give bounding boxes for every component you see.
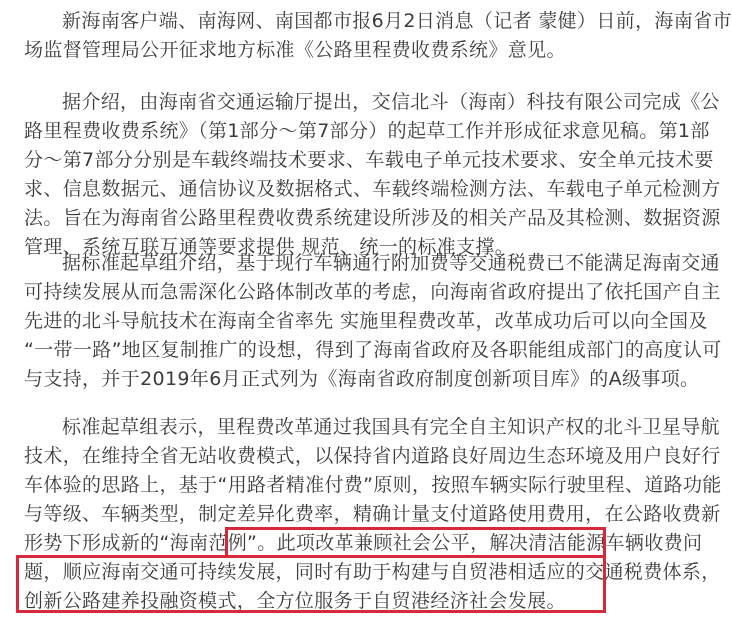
paragraph-2-line-5: 法。旨在为海南省公路里程费收费系统建设所涉及的相关产品及其检测、数据资源: [24, 207, 721, 229]
paragraph-2-line-4: 求、信息数据元、通信协议及数据格式、车载终端检测方法、车载电子单元检测方: [24, 178, 721, 200]
paragraph-2-line-3: 分～第7部分分别是车载终端技术要求、车载电子单元技术要求、安全单元技术要: [24, 149, 714, 171]
paragraph-4-line-2: 技术，在维持全省无站收费模式，以保持省内道路良好周边生态环境及用户良好行: [24, 445, 721, 467]
paragraph-4-line-7: 创新公路建养投融资模式，全方位服务于自贸港经济社会发展。: [24, 590, 566, 612]
paragraph-4-line-5: 形势下形成新的“海南范例”。此项改革兼顾社会公平，解决清洁能源车辆收费问: [24, 532, 703, 554]
paragraph-3-line-3: 先进的北斗导航技术在海南全省率先 实施里程费改革，改革成功后可以向全国及: [24, 310, 708, 332]
paragraph-1-line-2: 场监督管理局公开征求地方标准《公路里程费收费系统》意见。: [24, 39, 566, 61]
paragraph-4-line-6: 题，顺应海南交通可持续发展，同时有助于构建与自贸港相适应的交通税费体系，: [24, 561, 721, 583]
highlight-box-bottom: [16, 555, 606, 613]
highlight-box-top: [225, 527, 606, 558]
paragraph-4-line-3: 车体验的思路上，基于“用路者精准付费”原则，按照车辆实际行驶里程、道路功能: [24, 474, 722, 496]
paragraph-3-line-1: 据标准起草组介绍，基于现行车辆通行附加费等交通税费已不能满足海南交通: [62, 252, 720, 274]
paragraph-3-line-5: 与支持，并于2019年6月正式列为《海南省政府制度创新项目库》的A级事项。: [24, 368, 700, 390]
paragraph-3-line-2: 可持续发展从而急需深化公路体制改革的考虑，向海南省政府提出了依托国产自主: [24, 281, 721, 303]
paragraph-3-line-4: “一带一路”地区复制推广的设想，得到了海南省政府及各职能组成部门的高度认可: [24, 339, 722, 361]
paragraph-2-line-6: 管理、系统互联互通等要求提供 规范、统一的标准支撑。: [24, 236, 515, 258]
paragraph-4-line-4: 与等级、车辆类型，制定差异化费率，精确计量支付道路使用费用，在公路收费新: [24, 503, 721, 525]
paragraph-4-line-1: 标准起草组表示，里程费改革通过我国具有完全自主知识产权的北斗卫星导航: [62, 416, 720, 438]
paragraph-2-line-2: 路里程费收费系统》（第1部分～第7部分）的起草工作并形成征求意见稿。第1部: [24, 120, 710, 142]
paragraph-2-line-1: 据介绍，由海南省交通运输厅提出，交信北斗（海南）科技有限公司完成《公: [62, 91, 720, 113]
paragraph-1-line-1: 新海南客户端、南海网、南国都市报6月2日消息（记者 蒙健）日前，海南省市: [62, 10, 732, 32]
